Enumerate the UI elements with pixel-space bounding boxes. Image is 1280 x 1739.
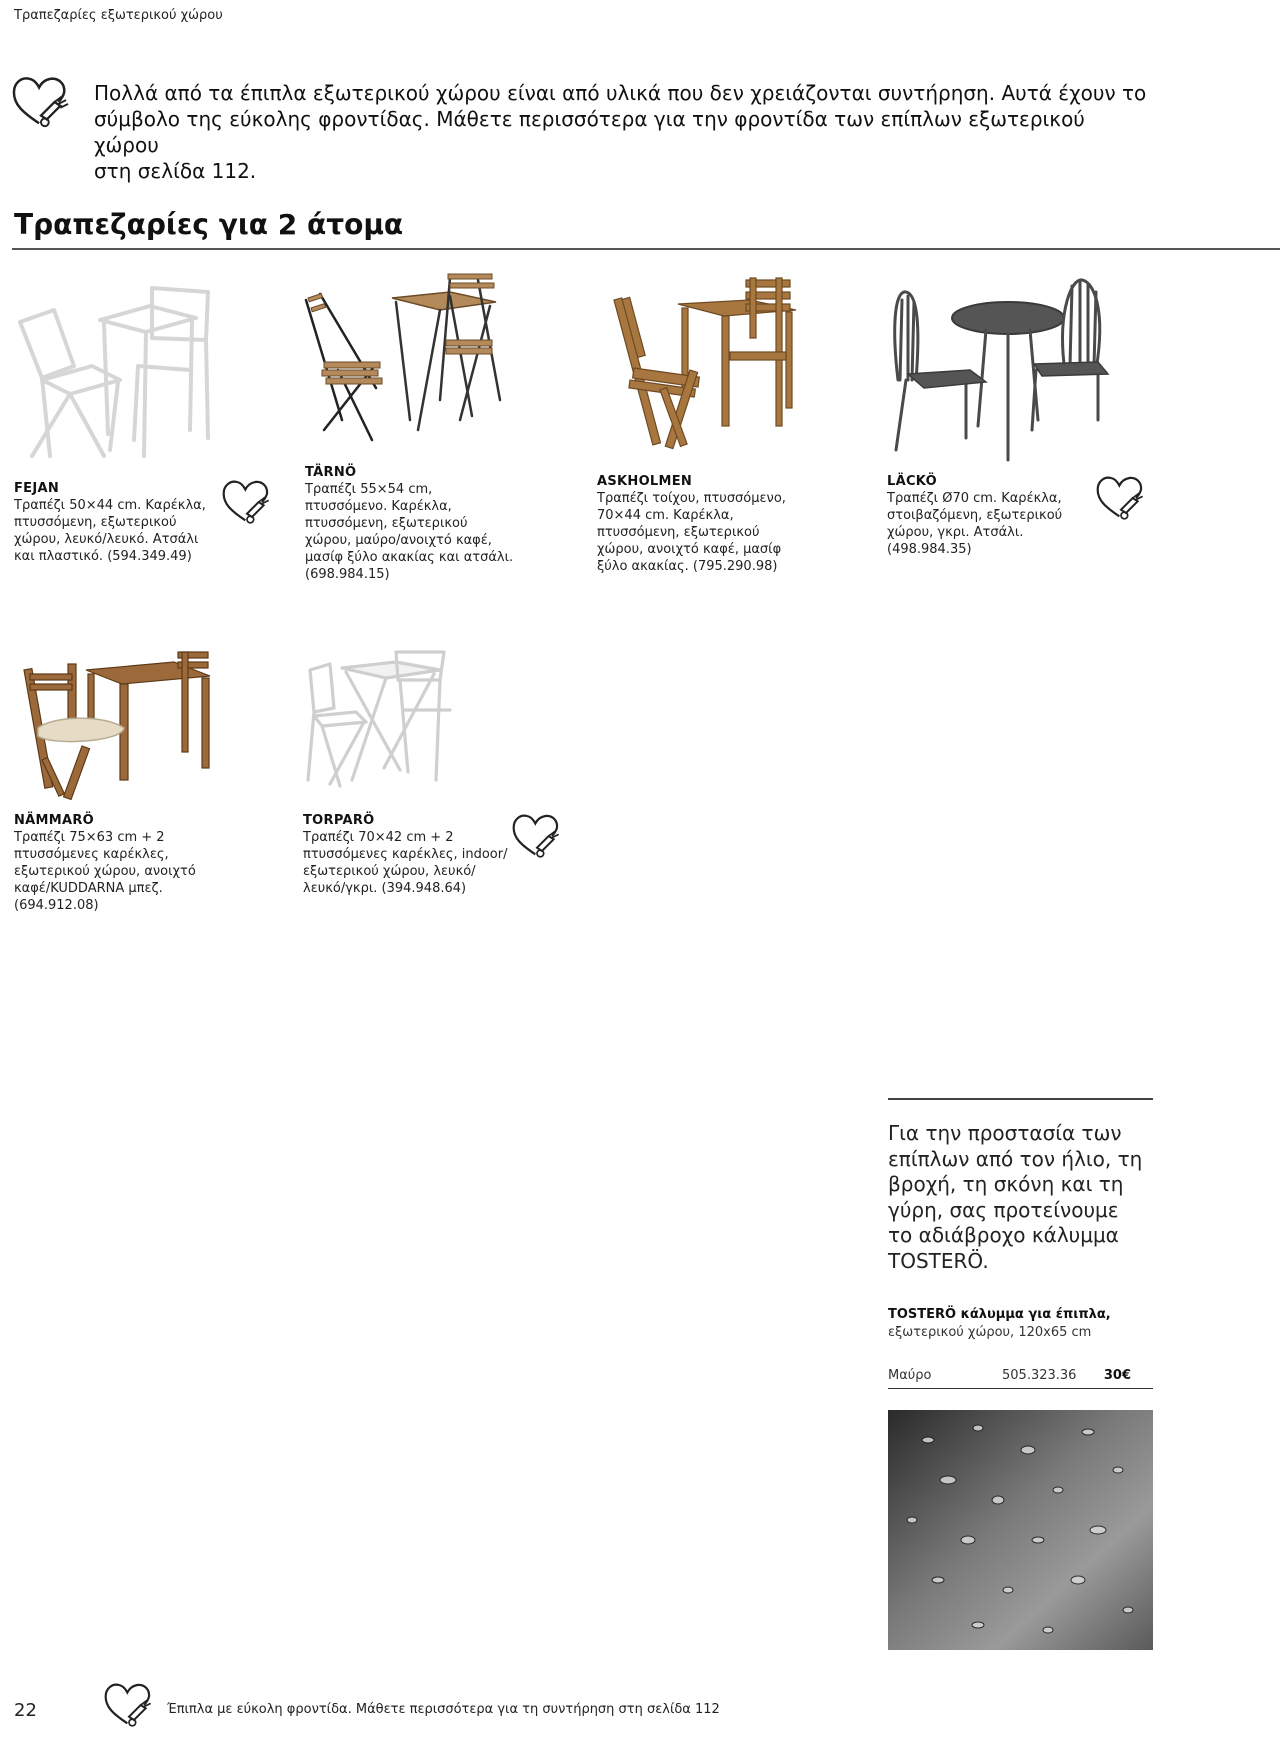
product-description [14, 497, 214, 565]
product-image-lacko [886, 270, 1126, 470]
desc-line: πτυσσόμενη, εξωτερικού [597, 525, 760, 540]
tip-product-description: εξωτερικού χώρου, 120x65 cm [888, 1325, 1092, 1340]
desc-line: χώρου, λευκό/λευκό. Ατσάλι [14, 532, 199, 547]
product-name: LÄCKÖ [887, 474, 937, 489]
product-name: ASKHOLMEN [597, 474, 693, 489]
tip-line: γύρη, σας προτείνουμε [888, 1197, 1119, 1222]
desc-line: εξωτερικού χώρου, ανοιχτό [14, 864, 196, 879]
product-description [305, 481, 535, 583]
desc-line: Τραπέζι 50×44 cm. Καρέκλα, [14, 498, 206, 513]
intro-text [94, 80, 1154, 184]
product-image-fejan [12, 270, 222, 470]
easy-care-heart-icon [222, 478, 272, 526]
product-description [14, 829, 234, 914]
tip-line: επίπλων από τον ήλιο, τη [888, 1146, 1143, 1171]
desc-line: πτυσσόμενες καρέκλες, [14, 847, 169, 862]
easy-care-heart-icon [12, 74, 70, 130]
product-name: TÄRNÖ [305, 465, 357, 480]
desc-line: στοιβαζόμενη, εξωτερικού [887, 508, 1063, 523]
desc-line: εξωτερικού χώρου, λευκό/ [303, 864, 476, 879]
desc-line: και πλαστικό. (594.349.49) [14, 549, 192, 564]
desc-line: 70×44 cm. Καρέκλα, [597, 508, 734, 523]
easy-care-heart-icon [1096, 474, 1146, 522]
price: 30€ [1103, 1368, 1131, 1383]
product-description [597, 490, 817, 575]
desc-line: μασίφ ξύλο ακακίας και ατσάλι. [305, 550, 514, 565]
product-name: TORPARÖ [303, 813, 375, 828]
tip-product-name: TOSTERÖ κάλυμμα για έπιπλα, [888, 1307, 1111, 1322]
product-image-torparo [300, 650, 460, 800]
desc-line: πτυσσόμενη, εξωτερικού [305, 516, 468, 531]
easy-care-heart-icon [104, 1680, 154, 1730]
desc-line: λευκό/γκρι. (394.948.64) [303, 881, 467, 896]
desc-line: πτυσσόμενη, εξωτερικού [14, 515, 177, 530]
tip-line: το αδιάβροχο κάλυμμα [888, 1223, 1119, 1247]
desc-line: Τραπέζι Ø70 cm. Καρέκλα, [887, 491, 1062, 506]
desc-line: Τραπέζι 75×63 cm + 2 [14, 830, 165, 845]
desc-line: χώρου, μαύρο/ανοιχτό καφέ, [305, 533, 492, 548]
product-image-nammaro [12, 650, 212, 800]
tip-line: βροχή, τη σκόνη και τη [888, 1172, 1124, 1196]
desc-line: (698.984.15) [305, 567, 390, 582]
page-number: 22 [14, 1700, 37, 1721]
tip-line: TOSTERÖ. [888, 1248, 989, 1273]
desc-line: πτυσσόμενες καρέκλες, indoor/ [303, 847, 508, 862]
intro-line: Πολλά από τα έπιπλα εξωτερικού χώρου είναι από υλικά που δεν χρειάζονται συντήρηση. Αυτά έχουν το [94, 81, 1147, 105]
product-image-tostero-fabric [888, 1410, 1153, 1650]
intro-line: σύμβολο της εύκολης φροντίδας. Μάθετε περισσότερα για την φροντίδα των επίπλων εξωτερικού χώρου [94, 107, 1085, 157]
section-divider [12, 248, 1280, 250]
tip-text [888, 1121, 1158, 1274]
intro-line: στη σελίδα 112. [94, 159, 257, 183]
article-number: 505.323.36 [1002, 1368, 1077, 1383]
section-title: Τραπεζαρίες για 2 άτομα [14, 208, 404, 241]
product-name: NÄMMARÖ [14, 813, 95, 828]
product-image-tarno [300, 270, 510, 450]
desc-line: Τραπέζι 70×42 cm + 2 [303, 830, 454, 845]
desc-line: καφέ/KUDDARNA μπεζ. [14, 881, 163, 896]
easy-care-heart-icon [512, 812, 562, 860]
desc-line: χώρου, γκρι. Ατσάλι. [887, 525, 1024, 540]
product-image-askholmen [600, 270, 800, 460]
product-description [303, 829, 523, 897]
desc-line: Τραπέζι τοίχου, πτυσσόμενο, [597, 491, 786, 506]
desc-line: (694.912.08) [14, 898, 99, 913]
product-description [887, 490, 1087, 558]
tip-divider [888, 1098, 1153, 1100]
price-color: Μαύρο [888, 1368, 932, 1383]
product-name: FEJAN [14, 481, 60, 496]
running-header: Τραπεζαρίες εξωτερικού χώρου [14, 8, 223, 23]
tip-line: Για την προστασία των [888, 1121, 1122, 1145]
desc-line: Τραπέζι 55×54 cm, [305, 482, 433, 497]
desc-line: (498.984.35) [887, 542, 972, 557]
footer-text: Έπιπλα με εύκολη φροντίδα. Μάθετε περισσότερα για τη συντήρηση στη σελίδα 112 [167, 1702, 720, 1717]
price-row [888, 1368, 1153, 1389]
desc-line: ξύλο ακακίας. (795.290.98) [597, 559, 778, 574]
desc-line: χώρου, ανοιχτό καφέ, μασίφ [597, 542, 782, 557]
desc-line: πτυσσόμενο. Καρέκλα, [305, 499, 452, 514]
